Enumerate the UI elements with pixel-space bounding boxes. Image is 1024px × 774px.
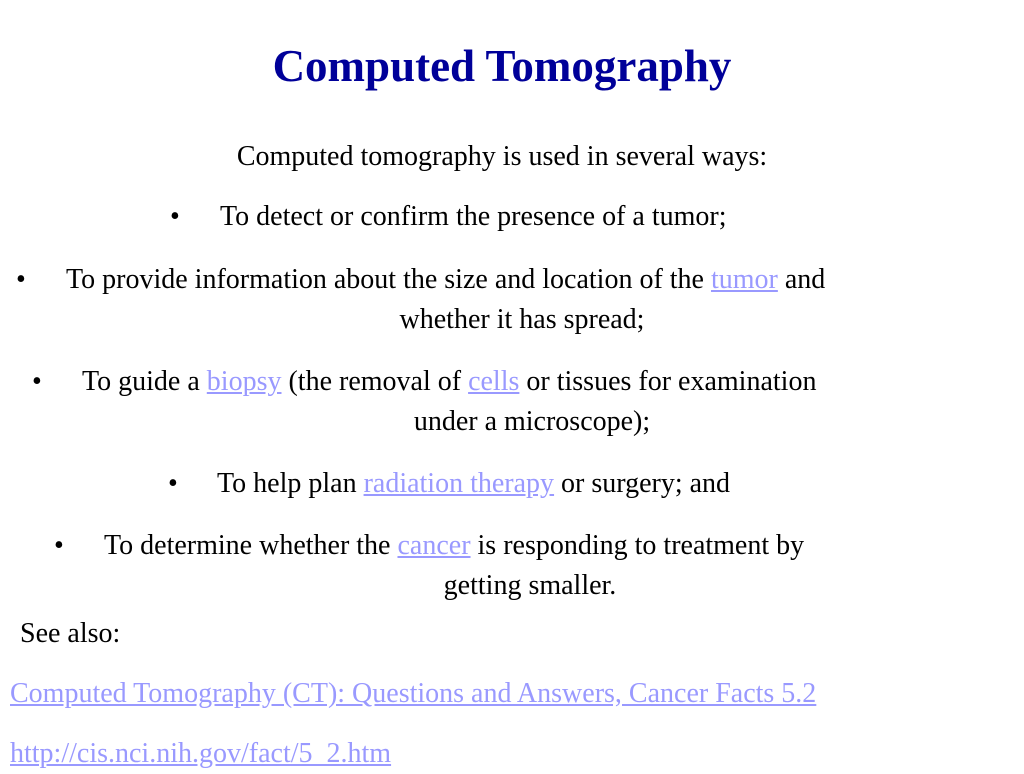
bullet-text-continuation: getting smaller. — [443, 570, 617, 601]
biopsy-link[interactable]: biopsy — [206, 366, 282, 397]
bullet-text — [217, 464, 730, 504]
see-also-label: See also: — [20, 618, 121, 649]
tumor-link[interactable]: tumor — [710, 264, 778, 295]
bullet-text — [66, 260, 825, 300]
bullet-text-continuation: whether it has spread; — [399, 304, 645, 335]
bullet-marker: • — [170, 201, 180, 232]
bullet-text-segment: To determine whether the — [104, 530, 398, 561]
bullet-marker: • — [54, 530, 64, 561]
bullet-text — [104, 526, 804, 566]
bullet-text: To detect or confirm the presence of a tumor; — [220, 201, 727, 232]
bullet-text-segment: (the removal of — [281, 366, 469, 397]
bullet-text-segment: or surgery; and — [554, 468, 731, 499]
footer-url-line — [10, 734, 391, 774]
bullet-text-segment: is responding to treatment by — [470, 530, 805, 561]
cancer-link[interactable]: cancer — [397, 530, 471, 561]
ct-facts-link[interactable]: Computed Tomography (CT): Questions and Answers, Cancer Facts 5.2 — [10, 678, 817, 709]
bullet-text-continuation: under a microscope); — [413, 406, 651, 437]
bullet-text-segment: and — [777, 264, 826, 295]
bullet-marker: • — [168, 468, 178, 499]
footer-link-line — [10, 674, 816, 714]
bullet-text-segment: or tissues for examination — [519, 366, 817, 397]
bullet-marker: • — [16, 264, 26, 295]
bullet-text — [82, 362, 816, 402]
bullet-text-segment: To help plan — [217, 468, 364, 499]
intro-text: Computed tomography is used in several ways: — [236, 141, 768, 172]
slide-title: Computed Tomography — [272, 41, 732, 91]
bullet-text-segment: To guide a — [82, 366, 207, 397]
ct-facts-url-link[interactable]: http://cis.nci.nih.gov/fact/5_2.htm — [10, 738, 392, 769]
bullet-text-segment: To provide information about the size and location of the — [66, 264, 711, 295]
cells-link[interactable]: cells — [468, 366, 520, 397]
radiation-therapy-link[interactable]: radiation therapy — [363, 468, 555, 499]
bullet-marker: • — [32, 366, 42, 397]
